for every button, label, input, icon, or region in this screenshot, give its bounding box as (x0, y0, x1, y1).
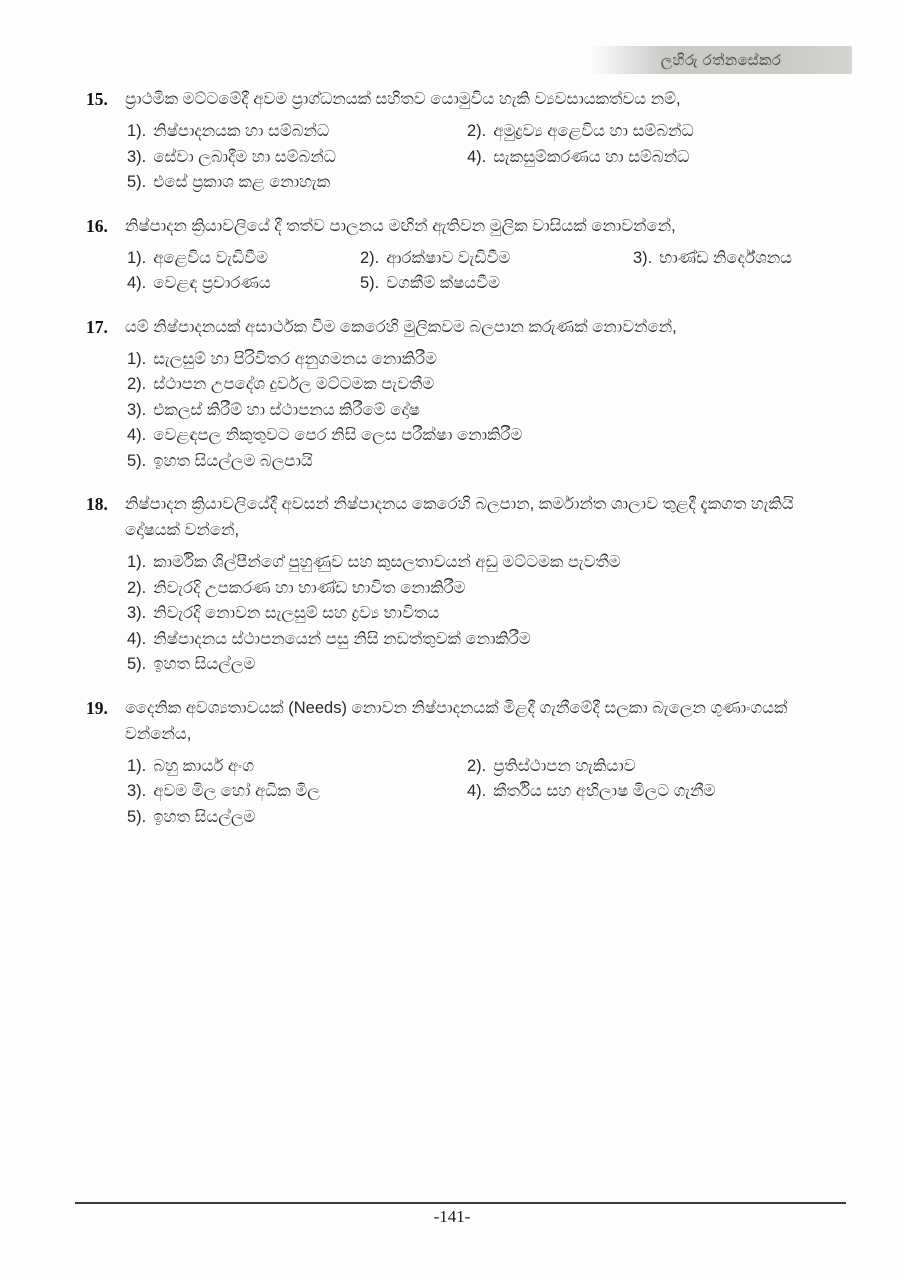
question-stem: නිෂ්පාදන ක්‍රියාවලියේ දී තත්ව පාලනය මඟින් ඇතිවන මුලික වාසියක් නොවන්නේ, (125, 216, 676, 235)
option (467, 754, 824, 780)
option-row (127, 119, 824, 145)
question-list (0, 86, 904, 847)
option (127, 754, 467, 780)
option-marker: 2). (360, 248, 380, 267)
option-text: භාණ්ඩ නිර්දේශනය (659, 248, 793, 267)
option-text: බහු කාර්ය අංග (153, 756, 255, 775)
question-number: 19. (86, 697, 108, 718)
option (467, 779, 824, 805)
option-row (127, 372, 824, 398)
question-number: 18. (86, 494, 108, 514)
option (127, 271, 360, 297)
option-row (127, 550, 824, 576)
option-text: නිවැරදි නොවන සැලසුම් සහ ද්‍රව්‍ය භාවිතය (153, 604, 440, 622)
question-16 (86, 213, 824, 297)
option (127, 652, 824, 678)
option (127, 145, 467, 171)
question-number: 17. (86, 316, 108, 337)
option-marker: 2). (127, 578, 147, 597)
option-text: එකලස් කිරීම් හා ස්ථාපනය කිරීමේ දෝෂ (153, 400, 420, 419)
option-row (127, 398, 824, 424)
option-row (127, 805, 824, 831)
watermark-band (590, 46, 852, 74)
option-text: ස්ථාපන උපදේශ දුර්වල මට්ටමක පැවතීම (153, 375, 435, 393)
option (127, 805, 824, 831)
option-text: ආරක්ෂාව වැඩිවීම (386, 248, 511, 267)
option-row (127, 754, 824, 780)
option-text: වෙළඳ ප්‍රචාරණය (153, 274, 271, 292)
watermark-text: ලහිරු රත්නසේකර (660, 51, 782, 69)
option-text: එසේ ප්‍රකාශ කළ නොහැක (153, 173, 331, 191)
option-text: නිෂ්පාදනයක හා සම්බන්ධ (153, 122, 330, 140)
option-row (127, 627, 824, 653)
option-text: නිවැරදි උපකරණ හා භාණ්ඩ භාවිත නොකිරීම (153, 578, 466, 597)
option-marker: 5). (127, 451, 147, 470)
option-marker: 5). (127, 807, 147, 826)
option-marker: 2). (467, 756, 487, 775)
option-row (127, 145, 824, 171)
option-text: සේවා ලබාදීම හා සම්බන්ධ (153, 147, 336, 166)
option (127, 576, 824, 602)
question-number: 16. (86, 215, 108, 236)
option (127, 372, 824, 398)
question-stem: දෛනික අවශ්‍යතාවයක් (Needs) නොවන නිෂ්පාදනයක් මිළදී ගැනීමේදී සලකා බැලෙන ගුණාංගයක් වන්නේය, (125, 698, 788, 743)
option (127, 449, 824, 475)
option-text: වගකීම් ක්ෂයවීම (386, 274, 500, 292)
option-marker: 3). (127, 147, 147, 166)
option-marker: 4). (467, 147, 487, 166)
option-text: ඉහත සියල්ලම (153, 807, 256, 826)
option-text: වෙළඳපල නිකුතුවට පෙර නිසි ලෙස පරීක්ෂා නොකිරීම (153, 426, 523, 444)
option-marker: 3). (633, 248, 653, 267)
option-marker: 1). (127, 349, 147, 368)
option (633, 246, 824, 272)
option (127, 779, 467, 805)
option-row (127, 423, 824, 449)
option (127, 550, 824, 576)
option-text: සැකසුම්කරණය හා සම්බන්ධ (493, 147, 690, 166)
option-row (127, 576, 824, 602)
question-number: 15. (86, 89, 108, 109)
option-text: සැලසුම් හා පිරිවිතර අනුගමනය නොකිරීම (153, 349, 437, 368)
option-text: ඉහත සියල්ලම බලපායි (153, 451, 313, 470)
question-18 (86, 491, 824, 678)
option (360, 271, 824, 297)
option-text: කාර්මික ශිල්පීන්ගේ පුහුණුව සහ කුසලතාවයන් අඩු මට්ටමක පැවතීම (153, 553, 621, 571)
option-marker: 2). (127, 375, 147, 393)
option-row (127, 246, 824, 272)
option-marker: 4). (127, 426, 147, 444)
question-19 (86, 695, 824, 831)
option-text: අමුද්‍රව්‍ය අළෙවිය හා සම්බන්ධ (493, 122, 694, 140)
option-marker: 1). (127, 122, 147, 140)
option-marker: 1). (127, 248, 147, 267)
option-marker: 5). (127, 655, 147, 673)
option-row (127, 170, 824, 196)
option-marker: 4). (127, 629, 147, 648)
footer-divider (75, 1202, 846, 1204)
option (467, 119, 824, 145)
option-marker: 2). (467, 122, 487, 140)
option-marker: 3). (127, 604, 147, 622)
question-17 (86, 314, 824, 475)
option-row (127, 601, 824, 627)
option-row (127, 347, 824, 373)
option (127, 398, 824, 424)
question-stem: ප්‍රාථමික මට්ටමේදී අවම ප්‍රාග්ධනයක් සහිතව යොමුවිය හැකි ව්‍යවසායකත්වය නම්, (125, 90, 681, 108)
page-number: -141- (433, 1207, 471, 1226)
question-stem: නිෂ්පාදන ක්‍රියාවලියේදී අවසන් නිෂ්පාදනය කෙරෙහි බලපාන, කර්මාන්ත ශාලාව තුළදී දැකගත හැකියි දෝෂයක් වන්නේ, (125, 495, 794, 539)
option-text: කීර්තිය සහ අභිලාෂ මිලට ගැනීම (493, 782, 716, 800)
option-row (127, 449, 824, 475)
option-text: නිෂ්පාදනය ස්ථාපනයෙන් පසු නිසි නඩත්තුවක් නොකිරීම (153, 629, 531, 648)
option (467, 145, 824, 171)
option-marker: 1). (127, 553, 147, 571)
option-marker: 4). (467, 782, 487, 800)
option (127, 246, 360, 272)
option-marker: 4). (127, 274, 147, 292)
option (127, 347, 824, 373)
question-15 (86, 86, 824, 196)
option (127, 601, 824, 627)
option (127, 170, 824, 196)
option-marker: 3). (127, 400, 147, 419)
option (360, 246, 633, 272)
option-row (127, 779, 824, 805)
option-text: ඉහත සියල්ලම (153, 655, 256, 673)
question-stem: යම් නිෂ්පාදනයක් අසාර්ථක වීම කෙරෙහි මුලිකවම බලපාන කරුණක් නොවන්නේ, (125, 317, 677, 336)
option-marker: 3). (127, 782, 147, 800)
option-text: අවම මිල හෝ අධික මිල (153, 782, 320, 800)
option (127, 119, 467, 145)
option-row (127, 271, 824, 297)
option (127, 627, 824, 653)
option-marker: 5). (360, 274, 380, 292)
option-row (127, 652, 824, 678)
option (127, 423, 824, 449)
option-text: ප්‍රතිස්ථාපන හැකියාව (493, 756, 636, 775)
option-marker: 5). (127, 173, 147, 191)
option-text: අළෙවිය වැඩිවීම (153, 248, 268, 267)
option-marker: 1). (127, 756, 147, 775)
